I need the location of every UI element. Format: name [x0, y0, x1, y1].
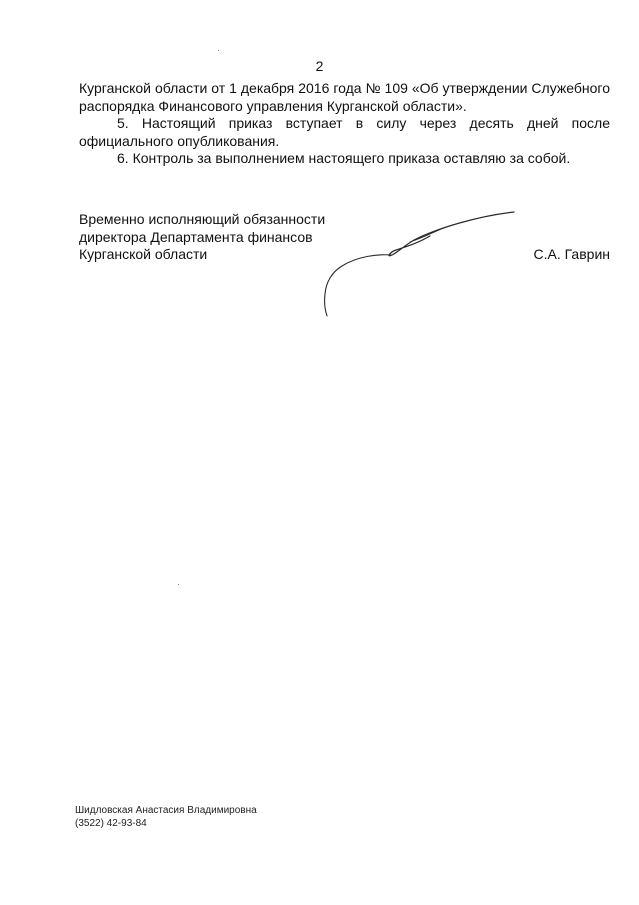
- executor-phone: (3522) 42-93-84: [75, 818, 147, 829]
- signatory-position: [79, 211, 325, 264]
- handwritten-signature-icon: [318, 208, 518, 320]
- paragraph-continuation: Курганской области от 1 декабря 2016 года № 109 «Об утверждении Служебного распорядка Финансового управления Курганской области».: [79, 80, 610, 114]
- executor-footer: [75, 804, 257, 830]
- signatory-name: С.А. Гаврин: [533, 246, 610, 262]
- position-line: Временно исполняющий обязанности: [79, 211, 326, 227]
- executor-name: Шидловская Анастасия Владимировна: [75, 805, 257, 816]
- scan-speck: [218, 50, 219, 51]
- position-line: директора Департамента финансов: [79, 228, 313, 245]
- scan-speck: [178, 584, 179, 585]
- position-line: Курганской области: [79, 246, 208, 263]
- paragraph-item-5: 5. Настоящий приказ вступает в силу через десять дней после официального опубликования.: [79, 115, 610, 149]
- document-body: [79, 80, 610, 168]
- paragraph-item-6: 6. Контроль за выполнением настоящего приказа оставляю за собой.: [117, 150, 571, 167]
- page-number: 2: [315, 58, 324, 74]
